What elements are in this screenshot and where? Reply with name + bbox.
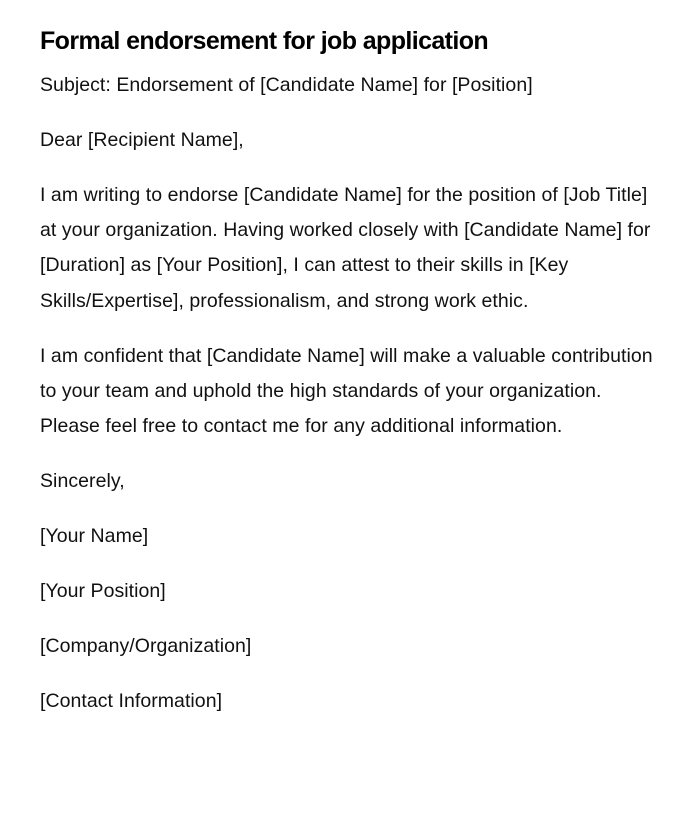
signature-company: [Company/Organization]	[40, 635, 252, 658]
salutation: Dear [Recipient Name],	[40, 129, 244, 151]
body-paragraph-2: I am confident that [Candidate Name] will make a valuable contribution to your team and uphold the high standards of your organization. Please feel free to contact me for any additional information.	[40, 344, 653, 438]
subject-line: Subject: Endorsement of [Candidate Name] for [Position]	[40, 74, 533, 96]
signature-name: [Your Name]	[40, 525, 149, 548]
closing: Sincerely,	[40, 470, 125, 493]
signature-position: [Your Position]	[40, 580, 166, 603]
body-paragraph-1: I am writing to endorse [Candidate Name] for the position of [Job Title] at your organization. Having worked closely with [Candidate Name] for [Duration] as [Your Position], I can attest to their skills in [Key Skills/Expertise], professionalism, and strong work ethic.	[40, 184, 651, 312]
document-title: Formal endorsement for job application	[40, 27, 489, 55]
signature-contact: [Contact Information]	[40, 690, 223, 713]
